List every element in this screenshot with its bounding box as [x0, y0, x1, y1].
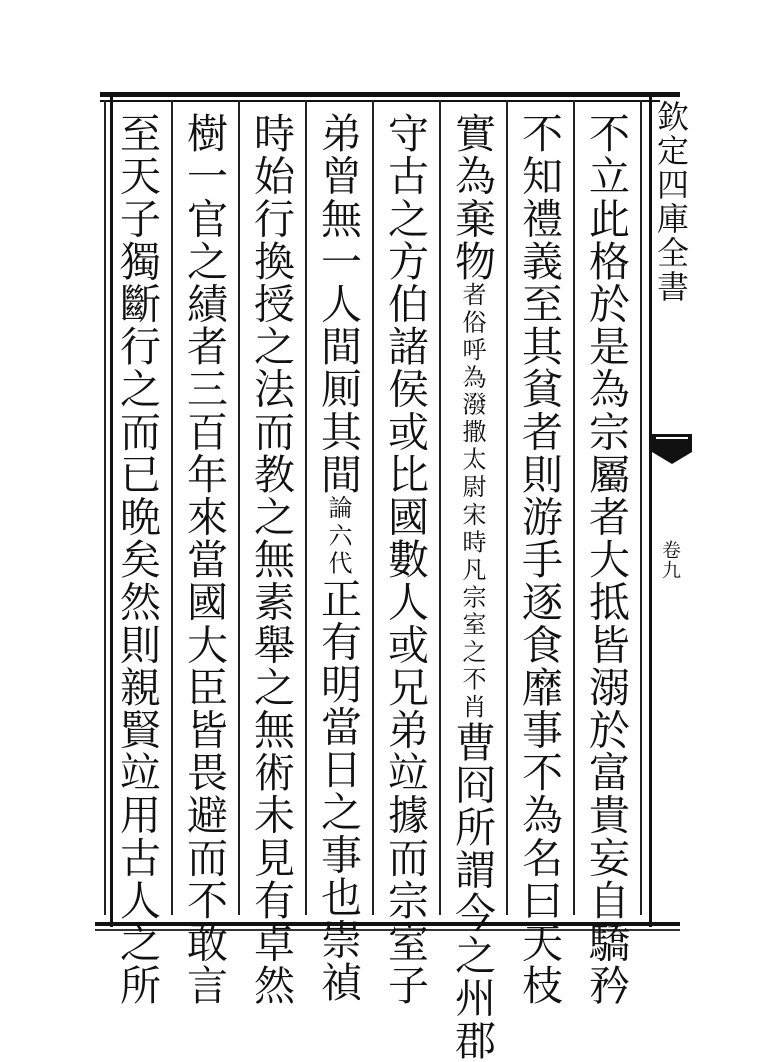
text-column: [177, 112, 231, 1007]
column-divider: [104, 100, 106, 915]
column-divider: [171, 100, 173, 915]
top-border-rule-inner: [100, 100, 660, 102]
juan-label: 卷九: [659, 540, 681, 580]
main-text: 時始行換授之法而教之無素舉之無術未見有卓然: [247, 112, 295, 1007]
main-text: 守古之方伯諸侯或比國數人或兄弟竝據而宗室子: [381, 112, 429, 1007]
note-line: 論: [324, 495, 352, 523]
main-text: 不立此格於是為宗屬者大抵皆溺於富貴妄自驕矜: [582, 112, 630, 1007]
main-text: 弟曾無一人間厠其間: [314, 112, 362, 496]
note-line: 者俗呼為潑撒太尉: [458, 282, 486, 502]
main-text: 樹一官之績者三百年來當國大臣皆畏避而不敢言: [180, 112, 228, 1007]
column-divider: [506, 100, 508, 915]
fish-tail-mark-icon: [652, 430, 692, 472]
main-text: 正有明當日之事也崇禎: [314, 577, 362, 1004]
page-margin-center: [652, 100, 690, 920]
text-column: [512, 112, 566, 1007]
book-title: 欽定四庫全書: [652, 100, 690, 304]
main-text: 至天子獨斷行之而已晩矣然則親賢竝用古人之所: [113, 112, 161, 1007]
top-border-rule: [100, 92, 680, 97]
text-column: [311, 112, 365, 1004]
main-text: 曹冏所謂今之州郡: [448, 720, 496, 1062]
text-column: [110, 112, 164, 1007]
interlinear-note: [458, 282, 485, 720]
column-divider: [238, 100, 240, 915]
interlinear-note: [324, 495, 351, 577]
text-column: [579, 112, 633, 1007]
main-text: 不知禮義至其貧者則游手逐食靡事不為名曰天枝: [515, 112, 563, 1007]
column-divider: [439, 100, 441, 915]
text-column: [378, 112, 432, 1007]
column-divider: [372, 100, 374, 915]
note-line: 宋時凡宗室之不肖: [458, 501, 486, 721]
column-divider: [305, 100, 307, 915]
note-line: 六代: [324, 522, 352, 578]
column-divider: [573, 100, 575, 915]
column-divider: [640, 100, 642, 915]
text-column: [244, 112, 298, 1007]
text-column: [445, 112, 499, 1062]
main-text: 實為棄物: [448, 112, 496, 283]
